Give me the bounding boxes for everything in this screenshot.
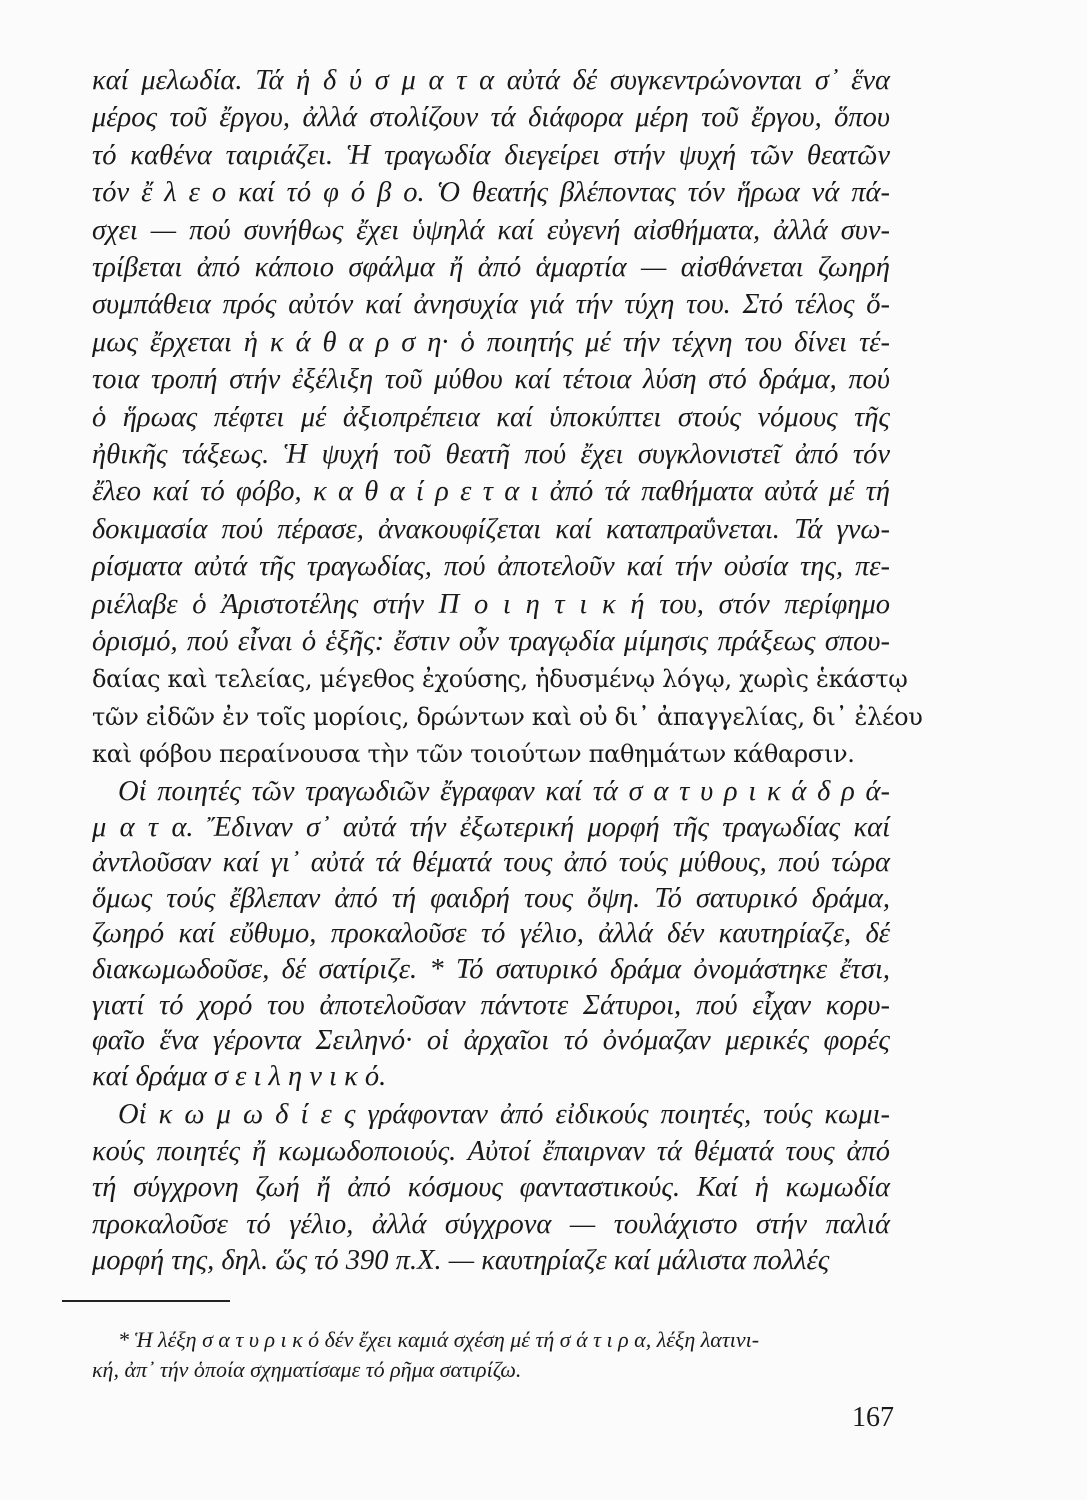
text-line: τοια τροπή στήν ἐξέλιξη τοῦ μύθου καί τέτοια λύση στό δράμα, πού <box>92 364 890 396</box>
text-line: Οἱ ποιητές τῶν τραγωδιῶν ἔγραφαν καί τά σ α τ υ ρ ι κ ά δ ρ ά- <box>118 776 890 807</box>
text-line: καί μελωδία. Τά ἡ δ ύ σ μ α τ α αὐτά δέ συγκεντρώνονται σ᾽ ἕνα <box>92 65 890 96</box>
text-line: τή σύγχρονη ζωή ἤ ἀπό κόσμους φανταστικούς. Καί ἡ κωμωδία <box>92 1172 890 1203</box>
text-line: διακωμωδοῦσε, δέ σατίριζε. * Τό σατυρικό δράμα ὀνομάστηκε ἔτσι, <box>92 954 890 985</box>
text-line: σχει — πού συνήθως ἔχει ὑψηλά καί εὐγενή αἰσθήματα, ἀλλά συν- <box>92 214 890 246</box>
text-line: ὁρισμό, πού εἶναι ὁ ἑξῆς: ἔστιν οὖν τραγῳδία μίμησις πράξεως σπου- <box>92 626 890 657</box>
text-line: τόν ἔ λ ε ο καί τό φ ό β ο. Ὁ θεατής βλέποντας τόν ἥρωα νά πά- <box>92 177 890 209</box>
text-line: συμπάθεια πρός αὐτόν καί ἀνησυχία γιά τήν τύχη του. Στό τέλος ὅ- <box>92 289 890 321</box>
footnote-divider <box>62 1300 230 1302</box>
text-line: τό καθένα ταιριάζει. Ἡ τραγωδία διεγείρει στήν ψυχή τῶν θεατῶν <box>92 139 890 171</box>
footnote-line: * Ἡ λέξη σ α τ υ ρ ι κ ό δέν ἔχει καμιά σχέση μέ τή σ ά τ ι ρ α, λέξη λατινι- <box>118 1327 760 1352</box>
text-line: καὶ φόβου περαίνουσα τὴν τῶν τοιούτων παθημάτων κάθαρσιν. <box>92 740 855 769</box>
text-line: δαίας καὶ τελείας, μέγεθος ἐχούσης, ἡδυσμένῳ λόγῳ, χωρὶς ἑκάστῳ <box>92 665 908 694</box>
text-line: μ α τ α. Ἔδιναν σ᾽ αὐτά τήν ἐξωτερική μορφή τῆς τραγωδίας καί <box>92 811 890 843</box>
text-line: ἔλεο καί τό φόβο, κ α θ α ί ρ ε τ α ι ἀπό τά παθήματα αὐτά μέ τή <box>92 476 890 508</box>
text-line: τῶν εἰδῶν ἐν τοῖς μορίοις, δρώντων καὶ οὐ δι᾽ ἀπαγγελίας, δι᾽ ἐλέου <box>92 702 923 731</box>
text-line: μορφή της, δηλ. ὥς τό 390 π.Χ. — καυτηρίαζε καί μάλιστα πολλές <box>92 1245 830 1276</box>
text-line: τρίβεται ἀπό κάποιο σφάλμα ἤ ἀπό ἁμαρτία — αἰσθάνεται ζωηρή <box>92 252 890 283</box>
text-line: δοκιμασία πού πέρασε, ἀνακουφίζεται καί καταπραΰνεται. Τά γνω- <box>92 513 890 545</box>
text-line: προκαλοῦσε τό γέλιο, ἀλλά σύγχρονα — τουλάχιστο στήν παλιά <box>92 1208 890 1240</box>
text-line: ἀντλοῦσαν καί γι᾽ αὐτά τά θέματά τους ἀπό τούς μύθους, πού τώρα <box>92 847 890 879</box>
text-line: ρίσματα αὐτά τῆς τραγωδίας, πού ἀποτελοῦν καί τήν οὐσία της, πε- <box>92 551 890 583</box>
text-line: ὁ ἥρωας πέφτει μέ ἀξιοπρέπεια καί ὑποκύπτει στούς νόμους τῆς <box>92 401 890 433</box>
text-line: ριέλαβε ὁ Ἀριστοτέλης στήν Π ο ι η τ ι κ ή του, στόν περίφημο <box>92 588 890 620</box>
page-number: 167 <box>852 1402 894 1433</box>
text-line: καί δράμα σ ε ι λ η ν ι κ ό. <box>92 1060 387 1092</box>
text-line: Οἱ κ ω μ ω δ ί ε ς γράφονταν ἀπό εἰδικούς ποιητές, τούς κωμι- <box>118 1099 890 1130</box>
footnote-line: κή, ἀπ᾽ τήν ὁποία σχηματίσαμε τό ρῆμα σατιρίζω. <box>92 1357 522 1382</box>
text-line: ἠθικῆς τάξεως. Ἡ ψυχή τοῦ θεατῆ πού ἔχει συγκλονιστεῖ ἀπό τόν <box>92 439 890 470</box>
text-line: μως ἔρχεται ἡ κ ά θ α ρ σ η· ὁ ποιητής μέ τήν τέχνη του δίνει τέ- <box>92 326 890 358</box>
text-line: κούς ποιητές ἤ κωμωδοποιούς. Αὐτοί ἔπαιρναν τά θέματά τους ἀπό <box>92 1135 890 1167</box>
text-line: γιατί τό χορό του ἀποτελοῦσαν πάντοτε Σάτυροι, πού εἶχαν κορυ- <box>92 989 890 1021</box>
text-line: ὅμως τούς ἔβλεπαν ἀπό τή φαιδρή τους ὄψη. Τό σατυρικό δράμα, <box>92 882 890 914</box>
text-line: μέρος τοῦ ἔργου, ἀλλά στολίζουν τά διάφορα μέρη τοῦ ἔργου, ὅπου <box>92 102 890 134</box>
text-line: φαῖο ἕνα γέροντα Σειληνό· οἱ ἀρχαῖοι τό ὀνόμαζαν μερικές φορές <box>92 1025 890 1057</box>
text-line: ζωηρό καί εὔθυμο, προκαλοῦσε τό γέλιο, ἀλλά δέν καυτηρίαζε, δέ <box>92 918 890 950</box>
